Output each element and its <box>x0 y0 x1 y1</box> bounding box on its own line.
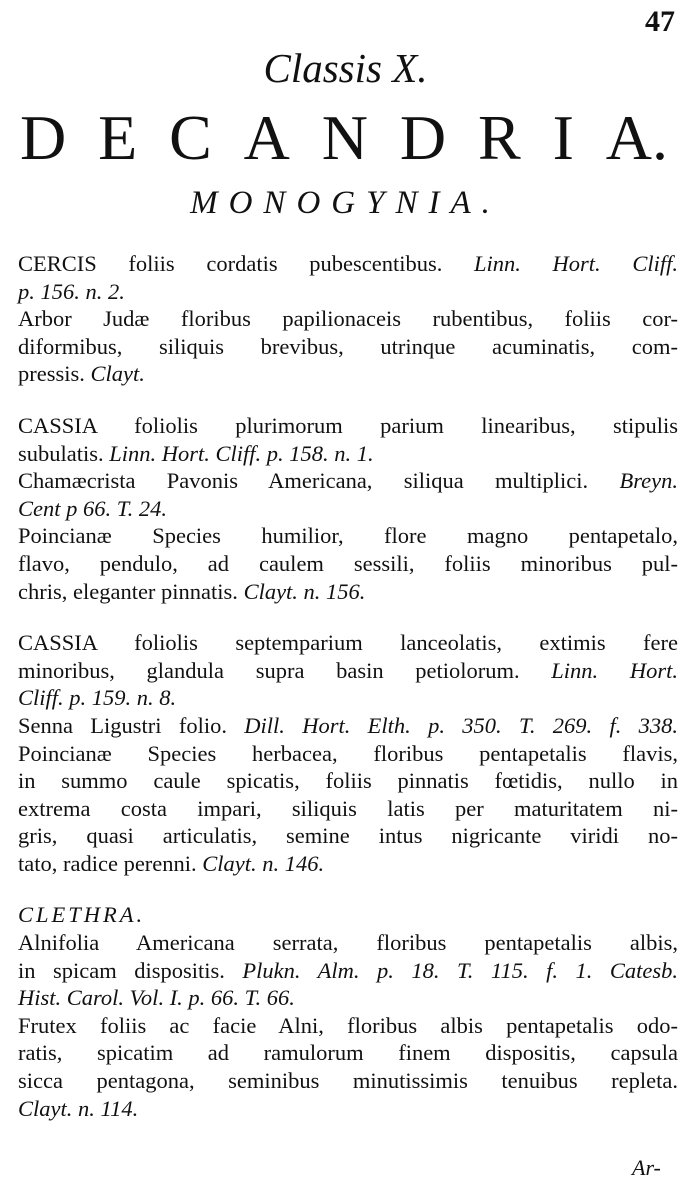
text-line <box>18 822 678 850</box>
text-line <box>18 901 678 929</box>
italic-citation: Hist. Carol. Vol. I. p. 66. T. 66. <box>18 985 295 1011</box>
text-line <box>18 684 678 712</box>
text-run: diformibus, siliquis brevibus, utrinque acuminatis, com- <box>18 333 678 359</box>
text-line <box>18 578 678 606</box>
text-run: tato, radice perenni. <box>18 850 203 876</box>
text-run: Senna Ligustri folio. <box>18 712 245 738</box>
text-line <box>18 550 678 578</box>
text-line <box>18 1095 678 1123</box>
text-line <box>18 1012 678 1040</box>
text-run: Arbor Judæ floribus papilionaceis rubentibus, foliis cor- <box>18 306 678 332</box>
text-run: in spicam dispositis. <box>18 957 243 983</box>
text-line <box>18 740 678 768</box>
text-line <box>18 1039 678 1067</box>
text-line <box>18 467 678 495</box>
text-line <box>18 305 678 333</box>
class-heading: Classis X. <box>263 45 428 91</box>
italic-citation: Linn. Hort. Cliff. <box>474 251 678 276</box>
italic-citation: Clayt. <box>90 361 145 387</box>
species-entry <box>18 629 678 877</box>
species-entry <box>18 250 678 388</box>
text-line <box>18 522 678 550</box>
order-title-letter: I <box>552 102 574 173</box>
text-line <box>18 278 678 306</box>
text-line <box>18 1067 678 1095</box>
text-line <box>18 984 678 1012</box>
italic-citation: Linn. Hort. <box>551 657 678 683</box>
text-run: flavo, pendulo, ad caulem sessili, foliis minoribus pul- <box>18 550 678 576</box>
order-title-letter: A <box>243 102 290 173</box>
order-title-letter: D <box>399 102 447 173</box>
species-entry <box>18 901 678 1122</box>
text-line <box>18 250 678 278</box>
text-run: in summo caule spicatis, foliis pinnatis fœtidis, nullo in <box>18 768 678 794</box>
italic-citation: CLETHRA. <box>18 902 146 928</box>
order-title <box>20 98 668 178</box>
text-run: Frutex foliis ac facie Alni, floribus albis pentapetalis odo- <box>18 1012 678 1038</box>
text-line <box>18 712 678 740</box>
text-run: CASSIA foliolis plurimorum parium linearibus, stipulis <box>18 412 678 438</box>
italic-citation: Breyn. <box>619 468 678 494</box>
text-run: Poincianæ Species herbacea, floribus pentapetalis flavis, <box>18 740 678 766</box>
order-title-letter: D <box>20 102 67 173</box>
order-title-letter: N <box>321 102 368 173</box>
text-run: Poincianæ Species humilior, flore magno pentapetalo, <box>18 523 678 549</box>
text-run: sicca pentagona, seminibus minutissimis tenuibus repleta. <box>18 1068 678 1094</box>
species-entry <box>18 412 678 605</box>
italic-citation: Plukn. Alm. p. 18. T. 115. f. 1. Catesb. <box>242 957 678 983</box>
italic-citation: p. 156. n. 2. <box>18 278 125 304</box>
page-number: 47 <box>645 5 675 38</box>
text-line <box>18 657 678 685</box>
italic-citation: Linn. Hort. Cliff. p. 158. n. 1. <box>109 440 374 466</box>
catchword: Ar- <box>632 1155 661 1180</box>
text-line <box>18 795 678 823</box>
italic-citation: Clayt. n. 146. <box>202 850 325 876</box>
italic-citation: Dill. Hort. Elth. p. 350. T. 269. f. 338. <box>244 712 678 738</box>
text-line <box>18 333 678 361</box>
text-line <box>18 495 678 523</box>
text-run: CASSIA foliolis septemparium lanceolatis, extimis fere <box>18 630 678 656</box>
text-run: minoribus, glandula supra basin petiolorum. <box>18 657 552 683</box>
text-line <box>18 957 678 985</box>
suborder-heading: MONOGYNIA. <box>190 185 501 221</box>
italic-citation: Clayt. n. 156. <box>243 578 366 604</box>
italic-citation: Cliff. p. 159. n. 8. <box>18 685 177 711</box>
order-title-letter: E <box>98 102 138 173</box>
order-title-letter: C <box>169 102 212 173</box>
body-text <box>18 250 678 1146</box>
order-title-letter: R <box>478 102 521 173</box>
text-run: subulatis. <box>18 440 110 466</box>
text-run: gris, quasi articulatis, semine intus nigricante viridi no- <box>18 823 678 849</box>
text-line <box>18 360 678 388</box>
text-run: Alnifolia Americana serrata, floribus pentapetalis albis, <box>18 930 678 956</box>
text-run: pressis. <box>18 361 91 387</box>
text-run: ratis, spicatim ad ramulorum finem dispositis, capsula <box>18 1040 678 1066</box>
text-line <box>18 412 678 440</box>
text-line <box>18 929 678 957</box>
text-run: Chamæcrista Pavonis Americana, siliqua multiplici. <box>18 468 620 494</box>
text-run: chris, eleganter pinnatis. <box>18 578 244 604</box>
text-line <box>18 629 678 657</box>
text-run: extrema costa impari, siliquis latis per maturitatem ni- <box>18 795 678 821</box>
text-line <box>18 850 678 878</box>
text-line <box>18 440 678 468</box>
text-run: CERCIS foliis cordatis pubescentibus. <box>18 251 474 276</box>
italic-citation: Clayt. n. 114. <box>18 1095 139 1121</box>
text-line <box>18 767 678 795</box>
italic-citation: Cent p 66. T. 24. <box>18 495 167 521</box>
order-title-letter: A. <box>605 102 668 173</box>
